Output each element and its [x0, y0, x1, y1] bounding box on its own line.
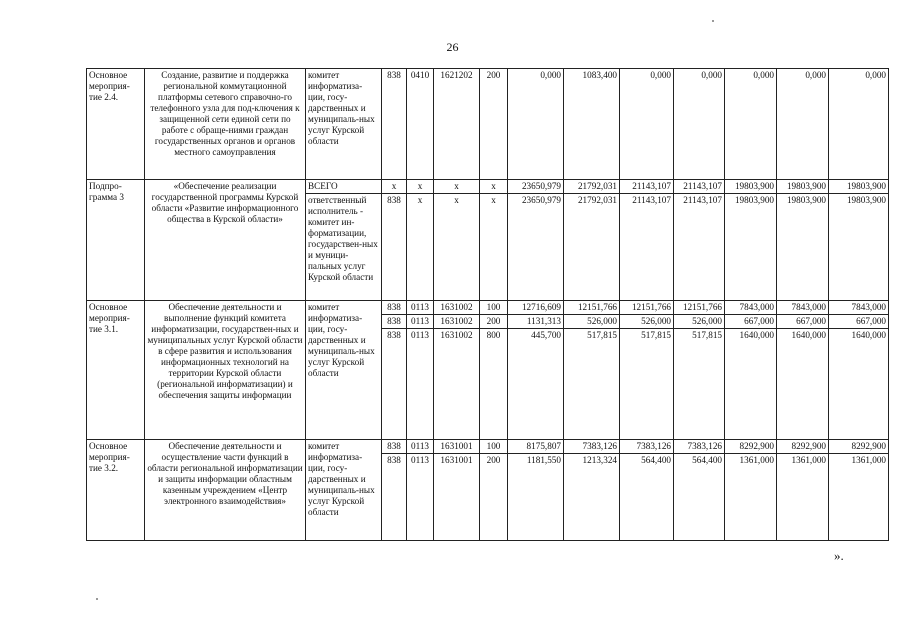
cell-y2016: 517,815: [620, 329, 674, 440]
cell-y2014: 12716,609: [508, 301, 564, 315]
page-number: 26: [446, 40, 459, 54]
cell-y2017: 7383,126: [674, 440, 725, 454]
cell-y2017: 12151,766: [674, 301, 725, 315]
row-label: Основное мероприя-тие 2.4.: [87, 69, 145, 180]
cell-gr-admin: 838: [382, 194, 407, 301]
row-executor: комитет информатиза-ции, госу-дарственных и муниципаль-ных услуг Курской области: [306, 69, 382, 180]
cell-y2018: 8292,900: [725, 440, 777, 454]
cell-y2019: 19803,900: [777, 194, 829, 301]
cell-y2019: 19803,900: [777, 180, 829, 194]
row-label: Подпро-грамма 3: [87, 180, 145, 301]
cell-y2020: 0,000: [829, 69, 889, 180]
cell-y2016: 21143,107: [620, 180, 674, 194]
cell-y2020: 19803,900: [829, 194, 889, 301]
cell-y2017: 564,400: [674, 454, 725, 541]
cell-y2017: 517,815: [674, 329, 725, 440]
cell-gr-admin: 838: [382, 69, 407, 180]
cell-gr-admin: 838: [382, 301, 407, 315]
cell-y2019: 8292,900: [777, 440, 829, 454]
cell-y2020: 1361,000: [829, 454, 889, 541]
row-executor: комитет информатиза-ции, госу-дарственных и муниципаль-ных услуг Курской области: [306, 301, 382, 440]
row-label: Основное мероприя-тие 3.1.: [87, 301, 145, 440]
cell-y2017: 21143,107: [674, 194, 725, 301]
cell-section: х: [407, 180, 434, 194]
cell-y2018: 1361,000: [725, 454, 777, 541]
row-name: Обеспечение деятельности и осуществление части функций в области региональной информатизации и защиты информации областным казенным учреждением «Центр электронного взаимодействия»: [145, 440, 306, 541]
row-label: Основное мероприя-тие 3.2.: [87, 440, 145, 541]
cell-y2015: 1083,400: [564, 69, 620, 180]
cell-y2017: 21143,107: [674, 180, 725, 194]
cell-y2020: 8292,900: [829, 440, 889, 454]
cell-expense-type: 200: [480, 315, 508, 329]
cell-section: 0113: [407, 329, 434, 440]
table-row: [87, 180, 889, 194]
cell-y2018: 19803,900: [725, 180, 777, 194]
cell-target-article: 1631001: [434, 440, 480, 454]
cell-y2014: 8175,807: [508, 440, 564, 454]
cell-y2020: 7843,000: [829, 301, 889, 315]
cell-y2014: 445,700: [508, 329, 564, 440]
cell-expense-type: 200: [480, 454, 508, 541]
cell-section: х: [407, 194, 434, 301]
cell-y2016: 526,000: [620, 315, 674, 329]
cell-y2018: 1640,000: [725, 329, 777, 440]
cell-target-article: 1621202: [434, 69, 480, 180]
cell-section: 0113: [407, 440, 434, 454]
cell-section: 0410: [407, 69, 434, 180]
cell-expense-type: 800: [480, 329, 508, 440]
cell-target-article: 1631002: [434, 329, 480, 440]
cell-y2018: 19803,900: [725, 194, 777, 301]
cell-gr-admin: 838: [382, 454, 407, 541]
cell-y2019: 1361,000: [777, 454, 829, 541]
cell-section: 0113: [407, 454, 434, 541]
cell-section: 0113: [407, 301, 434, 315]
cell-target-article: 1631002: [434, 315, 480, 329]
cell-gr-admin: 838: [382, 329, 407, 440]
cell-y2019: 0,000: [777, 69, 829, 180]
program-table: [86, 68, 889, 541]
scan-speck: [712, 20, 714, 22]
cell-expense-type: 100: [480, 301, 508, 315]
cell-y2014: 23650,979: [508, 180, 564, 194]
cell-y2017: 526,000: [674, 315, 725, 329]
cell-y2020: 667,000: [829, 315, 889, 329]
cell-y2019: 7843,000: [777, 301, 829, 315]
cell-y2020: 19803,900: [829, 180, 889, 194]
cell-y2015: 21792,031: [564, 180, 620, 194]
cell-y2016: 7383,126: [620, 440, 674, 454]
cell-y2020: 1640,000: [829, 329, 889, 440]
cell-gr-admin: 838: [382, 440, 407, 454]
cell-target-article: 1631002: [434, 301, 480, 315]
table-row: [87, 69, 889, 180]
cell-y2015: 12151,766: [564, 301, 620, 315]
cell-target-article: х: [434, 180, 480, 194]
cell-y2014: 23650,979: [508, 194, 564, 301]
cell-expense-type: 100: [480, 440, 508, 454]
cell-expense-type: х: [480, 194, 508, 301]
cell-y2018: 667,000: [725, 315, 777, 329]
cell-gr-admin: х: [382, 180, 407, 194]
cell-y2015: 517,815: [564, 329, 620, 440]
cell-y2016: 12151,766: [620, 301, 674, 315]
cell-y2016: 21143,107: [620, 194, 674, 301]
row-name: Создание, развитие и поддержка региональной коммутационной платформы сетевого справочно-го телефонного узла для под-ключения к защищенной сети единой сети по работе с обраще-ниями граждан государственных органов и органов местного самоуправления: [145, 69, 306, 180]
row-executor: ответственный исполнитель - комитет ин-форматизации, государствен-ных и муници-пальных услуг Курской области: [306, 194, 382, 301]
scan-speck: [96, 598, 98, 600]
cell-y2019: 1640,000: [777, 329, 829, 440]
cell-y2015: 1213,324: [564, 454, 620, 541]
row-name: «Обеспечение реализации государственной программы Курской области «Развитие информационного общества в Курской области»: [145, 180, 306, 301]
row-executor-total: ВСЕГО: [306, 180, 382, 194]
cell-gr-admin: 838: [382, 315, 407, 329]
cell-y2017: 0,000: [674, 69, 725, 180]
cell-y2016: 564,400: [620, 454, 674, 541]
cell-target-article: 1631001: [434, 454, 480, 541]
cell-expense-type: х: [480, 180, 508, 194]
cell-section: 0113: [407, 315, 434, 329]
cell-y2018: 0,000: [725, 69, 777, 180]
cell-y2015: 526,000: [564, 315, 620, 329]
table-row: [87, 440, 889, 454]
cell-y2014: 0,000: [508, 69, 564, 180]
cell-y2015: 7383,126: [564, 440, 620, 454]
row-executor: комитет информатиза-ции, госу-дарственных и муниципаль-ных услуг Курской области: [306, 440, 382, 541]
cell-expense-type: 200: [480, 69, 508, 180]
cell-y2018: 7843,000: [725, 301, 777, 315]
cell-y2016: 0,000: [620, 69, 674, 180]
table-row: [87, 301, 889, 315]
cell-y2014: 1181,550: [508, 454, 564, 541]
row-name: Обеспечение деятельности и выполнение функций комитета информатизации, государствен-ных и муниципальных услуг Курской области в сфере развития и использования информационных технологий на территории Курской области (региональной информатизации) и обеспечения защиты информации: [145, 301, 306, 440]
cell-y2019: 667,000: [777, 315, 829, 329]
cell-y2014: 1131,313: [508, 315, 564, 329]
cell-y2015: 21792,031: [564, 194, 620, 301]
closing-quote-mark: ».: [834, 548, 844, 563]
cell-target-article: х: [434, 194, 480, 301]
